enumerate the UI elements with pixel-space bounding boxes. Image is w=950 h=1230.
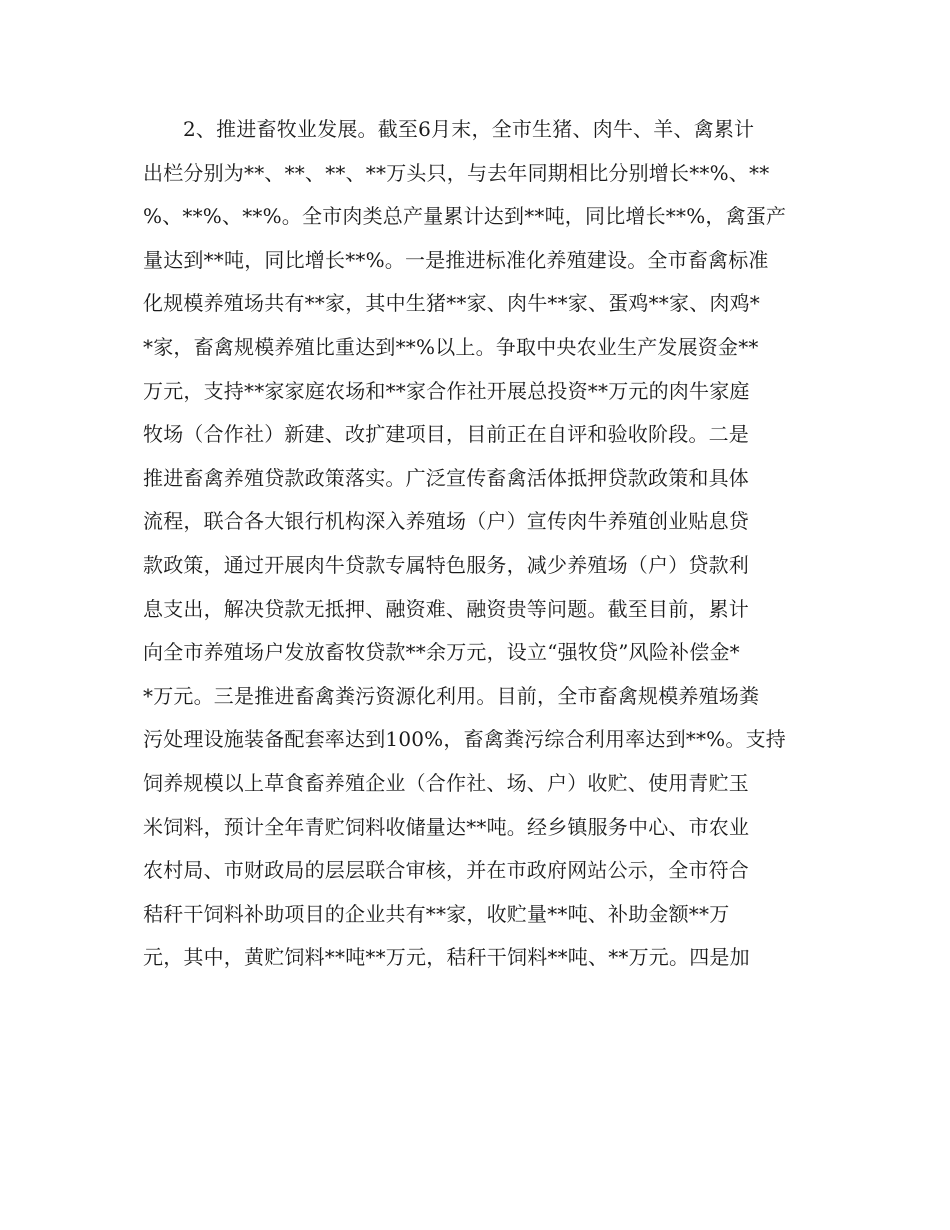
paragraph-line: 出栏分别为**、**、**、**万头只，与去年同期相比分别增长**%、** — [143, 160, 770, 185]
paragraph-line: 秸秆干饲料补助项目的企业共有**家，收贮量**吨、补助金额**万 — [143, 901, 730, 926]
paragraph-line: *家，畜禽规模养殖比重达到**%以上。争取中央农业生产发展资金** — [143, 334, 759, 359]
paragraph-line: 元，其中，黄贮饲料**吨**万元，秸秆干饲料**吨、**万元。四是加 — [143, 945, 750, 970]
paragraph — [143, 108, 823, 980]
paragraph-line: 饲养规模以上草食畜养殖企业（合作社、场、户）收贮、使用青贮玉 — [143, 770, 749, 795]
paragraph-line: 款政策，通过开展肉牛贷款专属特色服务，减少养殖场（户）贷款利 — [143, 552, 749, 577]
paragraph-line: 流程，联合各大银行机构深入养殖场（户）宣传肉牛养殖创业贴息贷 — [143, 509, 749, 534]
paragraph-line: %、**%、**%。全市肉类总产量累计达到**吨，同比增长**%，禽蛋产 — [143, 204, 787, 229]
paragraph-line: *万元。三是推进畜禽粪污资源化利用。目前，全市畜禽规模养殖场粪 — [143, 683, 760, 708]
paragraph-line: 牧场（合作社）新建、改扩建项目，目前正在自评和验收阶段。二是 — [143, 422, 749, 447]
paragraph-line: 2、推进畜牧业发展。截至6月末，全市生猪、肉牛、羊、禽累计 — [183, 117, 755, 141]
paragraph-line: 万元，支持**家家庭农场和**家合作社开展总投资**万元的肉牛家庭 — [143, 378, 750, 403]
paragraph-line: 化规模养殖场共有**家，其中生猪**家、肉牛**家、蛋鸡**家、肉鸡* — [143, 291, 760, 316]
paragraph-line: 息支出，解决贷款无抵押、融资难、融资贵等问题。截至目前，累计 — [143, 596, 749, 621]
paragraph-line: 量达到**吨，同比增长**%。一是推进标准化养殖建设。全市畜禽标准 — [143, 247, 769, 272]
paragraph-line: 向全市养殖场户发放畜牧贷款**余万元，设立“强牧贷”风险补偿金* — [143, 640, 740, 665]
paragraph-line: 米饲料，预计全年青贮饲料收储量达**吨。经乡镇服务中心、市农业 — [143, 814, 750, 839]
paragraph-line: 推进畜禽养殖贷款政策落实。广泛宣传畜禽活体抵押贷款政策和具体 — [143, 465, 749, 490]
paragraph-line: 农村局、市财政局的层层联合审核，并在市政府网站公示，全市符合 — [143, 858, 749, 883]
paragraph-line: 污处理设施装备配套率达到100%，畜禽粪污综合利用率达到**%。支持 — [143, 727, 786, 752]
